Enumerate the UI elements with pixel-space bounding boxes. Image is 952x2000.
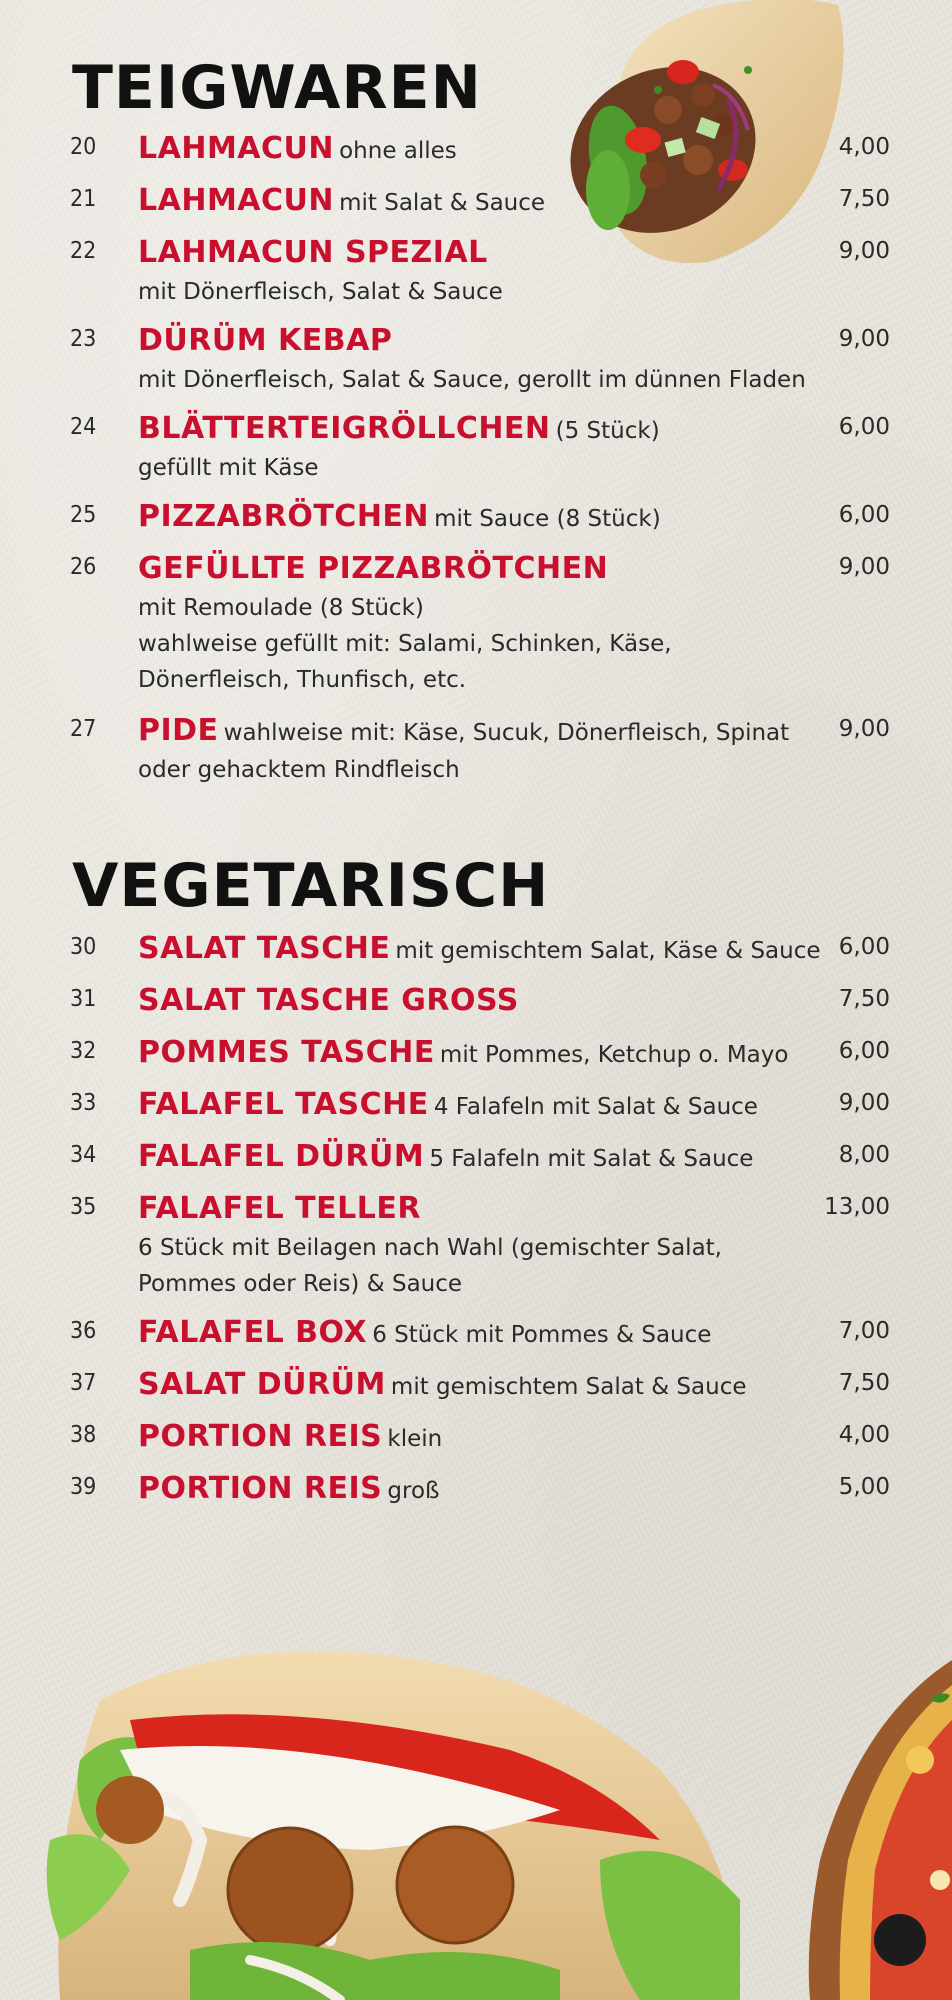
falafel-pita-image (40, 1640, 760, 2000)
item-name: GEFÜLLTE PIZZABRÖTCHEN (138, 551, 609, 586)
item-price: 9,00 (838, 238, 890, 264)
item-detail: mit Dönerfleisch, Salat & Sauce, gerollt im dünnen Fladen (138, 367, 806, 393)
item-price: 9,00 (838, 716, 890, 742)
item-desc: mit gemischtem Salat, Käse & Sauce (395, 938, 821, 964)
item-name: BLÄTTERTEIGRÖLLCHEN (138, 411, 551, 446)
item-name: LAHMACUN (138, 183, 334, 218)
item-name: SALAT DÜRÜM (138, 1367, 386, 1402)
item-number: 32 (70, 1038, 97, 1064)
item-number: 31 (70, 986, 97, 1012)
item-number: 33 (70, 1090, 97, 1116)
item-desc: mit gemischtem Salat & Sauce (390, 1374, 747, 1400)
item-price: 5,00 (838, 1474, 890, 1500)
item-price: 4,00 (838, 1422, 890, 1448)
section-title-vegetarisch: VEGETARISCH (72, 851, 550, 921)
item-name: LAHMACUN SPEZIAL (138, 235, 488, 270)
item-price: 6,00 (838, 1038, 890, 1064)
item-number: 26 (70, 554, 97, 580)
item-price: 6,00 (838, 502, 890, 528)
item-detail: 6 Stück mit Beilagen nach Wahl (gemischter Salat, (138, 1235, 722, 1261)
item-number: 25 (70, 502, 97, 528)
item-name: FALAFEL DÜRÜM (138, 1139, 425, 1174)
item-price: 4,00 (838, 134, 890, 160)
section-title-teigwaren: TEIGWAREN (72, 53, 482, 123)
item-desc: 6 Stück mit Pommes & Sauce (372, 1322, 712, 1348)
item-desc: 5 Falafeln mit Salat & Sauce (429, 1146, 754, 1172)
item-detail: mit Remoulade (8 Stück) (138, 595, 424, 621)
item-desc: klein (387, 1426, 443, 1452)
item-number: 30 (70, 934, 97, 960)
item-name: POMMES TASCHE (138, 1035, 435, 1070)
item-desc: 4 Falafeln mit Salat & Sauce (433, 1094, 758, 1120)
pizza-image (800, 1640, 952, 2000)
item-number: 39 (70, 1474, 97, 1500)
item-number: 24 (70, 414, 97, 440)
item-name: DÜRÜM KEBAP (138, 323, 393, 358)
item-desc: mit Salat & Sauce (339, 190, 546, 216)
item-number: 34 (70, 1142, 97, 1168)
item-name: FALAFEL TASCHE (138, 1087, 429, 1122)
item-number: 38 (70, 1422, 97, 1448)
item-number: 36 (70, 1318, 97, 1344)
item-desc: mit Sauce (8 Stück) (434, 506, 661, 532)
item-number: 37 (70, 1370, 97, 1396)
item-name: PIZZABRÖTCHEN (138, 499, 430, 534)
item-detail: mit Dönerfleisch, Salat & Sauce (138, 279, 503, 305)
item-desc: wahlweise mit: Käse, Sucuk, Dönerfleisch, Spinat (223, 720, 790, 746)
item-name: PORTION REIS (138, 1419, 383, 1454)
item-name: PORTION REIS (138, 1471, 383, 1506)
item-desc: mit Pommes, Ketchup o. Mayo (439, 1042, 789, 1068)
item-name: FALAFEL TELLER (138, 1191, 421, 1226)
item-desc: (5 Stück) (555, 418, 660, 444)
item-price: 13,00 (824, 1194, 890, 1220)
item-desc: groß (387, 1478, 440, 1504)
item-name: SALAT TASCHE GROSS (138, 983, 519, 1018)
item-detail: wahlweise gefüllt mit: Salami, Schinken, Käse, (138, 631, 672, 657)
item-price: 8,00 (838, 1142, 890, 1168)
item-number: 20 (70, 134, 97, 160)
item-price: 6,00 (838, 414, 890, 440)
item-number: 35 (70, 1194, 97, 1220)
item-number: 23 (70, 326, 97, 352)
item-price: 7,50 (838, 986, 890, 1012)
item-price: 7,50 (838, 1370, 890, 1396)
item-price: 7,50 (838, 186, 890, 212)
item-price: 9,00 (838, 1090, 890, 1116)
item-name: LAHMACUN (138, 131, 334, 166)
item-number: 27 (70, 716, 97, 742)
item-price: 7,00 (838, 1318, 890, 1344)
item-number: 21 (70, 186, 97, 212)
item-detail: Dönerfleisch, Thunfisch, etc. (138, 667, 467, 693)
item-detail: Pommes oder Reis) & Sauce (138, 1271, 463, 1297)
item-name: FALAFEL BOX (138, 1315, 368, 1350)
item-name: PIDE (138, 713, 219, 748)
item-price: 9,00 (838, 326, 890, 352)
item-desc: ohne alles (339, 138, 457, 164)
item-number: 22 (70, 238, 97, 264)
item-detail: gefüllt mit Käse (138, 455, 319, 481)
item-name: SALAT TASCHE (138, 931, 391, 966)
item-price: 6,00 (838, 934, 890, 960)
item-price: 9,00 (838, 554, 890, 580)
item-detail: oder gehacktem Rindfleisch (138, 757, 460, 783)
